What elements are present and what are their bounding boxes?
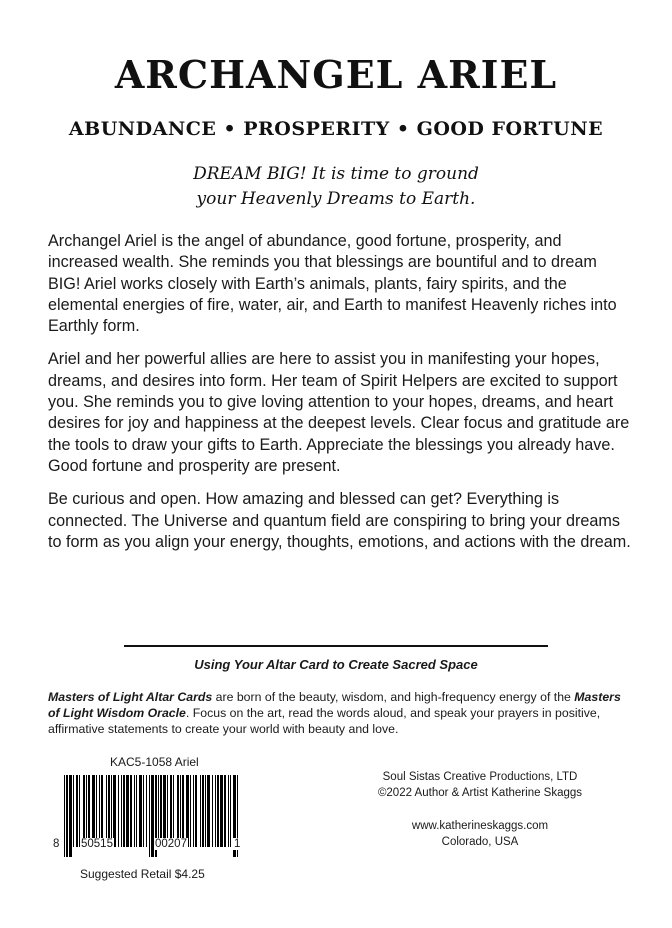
barcode-bar (202, 775, 204, 847)
barcode-bar (170, 775, 172, 847)
barcode-bar (182, 775, 184, 847)
body-paragraph-1: Archangel Ariel is the angel of abundance, good fortune, prosperity, and increased wealth. She reminds you that blessings are bountiful and to dream BIG! Ariel works closely with Earth’s animals, plants, fairy spirits, and the elemental energies of fire, water, air, and Earth to manifest Heavenly riches into Earthly form. (48, 232, 617, 336)
barcode-bar (101, 775, 103, 847)
barcode-bar (228, 775, 229, 847)
barcode-bar (64, 775, 65, 857)
divider-rule (124, 645, 548, 647)
barcode-group-2: 00207 (155, 838, 187, 850)
altar-bold-2: Masters of Light Wisdom Oracle (48, 690, 621, 720)
barcode-bar (134, 775, 135, 847)
barcode-bar (139, 775, 142, 847)
card-subtitle: ABUNDANCE • PROSPERITY • GOOD FORTUNE (68, 118, 604, 140)
barcode-bar (86, 775, 87, 847)
barcode-bar (207, 775, 210, 847)
tagline (0, 162, 672, 212)
barcode-bar (121, 775, 122, 847)
barcode-bar (73, 775, 74, 847)
barcode-bar (126, 775, 129, 847)
barcode-bar (190, 775, 191, 847)
barcode-bar (113, 775, 116, 847)
barcode-bar (224, 775, 226, 847)
publisher-website: www.katherineskaggs.com (411, 820, 549, 832)
barcode-bar (149, 775, 150, 857)
altar-text-1: are born of the beauty, wisdom, and high-frequency energy of the (212, 690, 575, 704)
card-title: ARCHANGEL ARIEL (114, 52, 558, 97)
barcode-bar (160, 775, 162, 847)
barcode-bar (111, 775, 112, 847)
barcode-bar (106, 775, 107, 847)
barcode-bar (205, 775, 206, 847)
body-paragraph-2: Ariel and her powerful allies are here to assist you in manifesting your hopes, dreams, and desires into form. Her team of Spirit Helpers are excited to support you. She reminds you to give loving attention to your hopes, dreams, and heart desires for joy and happiness at the deepest levels. Clear focus and gratitude are the tools to draw your gifts to Earth. Appreciate the blessings you already have. Good fortune and prosperity are present. (48, 350, 630, 475)
body-paragraph-3: Be curious and open. How amazing and blessed can get? Everything is connected. The Universe and quantum field are conspiring to bring your dreams to form as you align your energy, thoughts, emotions, and actions with the dream. (48, 490, 631, 551)
sku-label: KAC5-1058 Ariel (110, 755, 199, 769)
barcode-bar (186, 775, 189, 847)
barcode-bar (83, 775, 85, 847)
publisher-location: Colorado, USA (441, 836, 519, 848)
publisher-info (360, 769, 600, 850)
altar-intro (48, 689, 628, 737)
suggested-retail: Suggested Retail $4.25 (80, 867, 205, 881)
publisher-line-1: Soul Sistas Creative Productions, LTD (382, 771, 578, 783)
tagline-line-2: your Heavenly Dreams to Earth. (196, 189, 476, 209)
barcode-bar (66, 775, 68, 857)
barcode-bar (92, 775, 95, 847)
barcode-bar (212, 775, 213, 847)
barcode-bar (195, 775, 197, 847)
barcode-bar (200, 775, 201, 847)
barcode-group-1: 50515 (81, 838, 113, 850)
barcode-bar (217, 775, 219, 847)
barcode-bar (143, 775, 144, 847)
barcode-bar (230, 775, 231, 847)
barcode-bar (146, 775, 147, 847)
barcode-bar (88, 775, 90, 847)
barcode-bar (167, 775, 168, 847)
body-text (48, 231, 632, 565)
barcode-bar (173, 775, 174, 847)
barcode-bar (130, 775, 132, 847)
barcode-bar (180, 775, 181, 847)
barcode-bar (215, 775, 216, 847)
tagline-line-1: DREAM BIG! It is time to ground (193, 164, 479, 184)
barcode-digit-left: 8 (53, 838, 60, 850)
altar-bold-1: Masters of Light Altar Cards (48, 690, 213, 704)
barcode-digit-right: 1 (234, 838, 241, 850)
barcode-bar (158, 775, 159, 847)
barcode-bar (193, 775, 194, 847)
barcode-bar (163, 775, 166, 847)
barcode-bar (96, 775, 97, 847)
barcode-bar (76, 775, 78, 847)
publisher-line-2: ©2022 Author & Artist Katherine Skaggs (377, 787, 583, 799)
barcode-bar (69, 775, 72, 857)
barcode-bar (136, 775, 137, 847)
barcode-bar (177, 775, 179, 847)
altar-text-2: . Focus on the art, read the words aloud, and speak your prayers in positive, affirmative statements to create your world with beauty and love. (48, 706, 601, 736)
barcode-bar (108, 775, 110, 847)
barcode-bar (99, 775, 100, 847)
barcode-bar (220, 775, 223, 847)
barcode-bar (79, 775, 80, 847)
altar-heading: Using Your Altar Card to Create Sacred Space (194, 657, 478, 672)
barcode-bar (123, 775, 125, 847)
barcode-bar (118, 775, 119, 847)
